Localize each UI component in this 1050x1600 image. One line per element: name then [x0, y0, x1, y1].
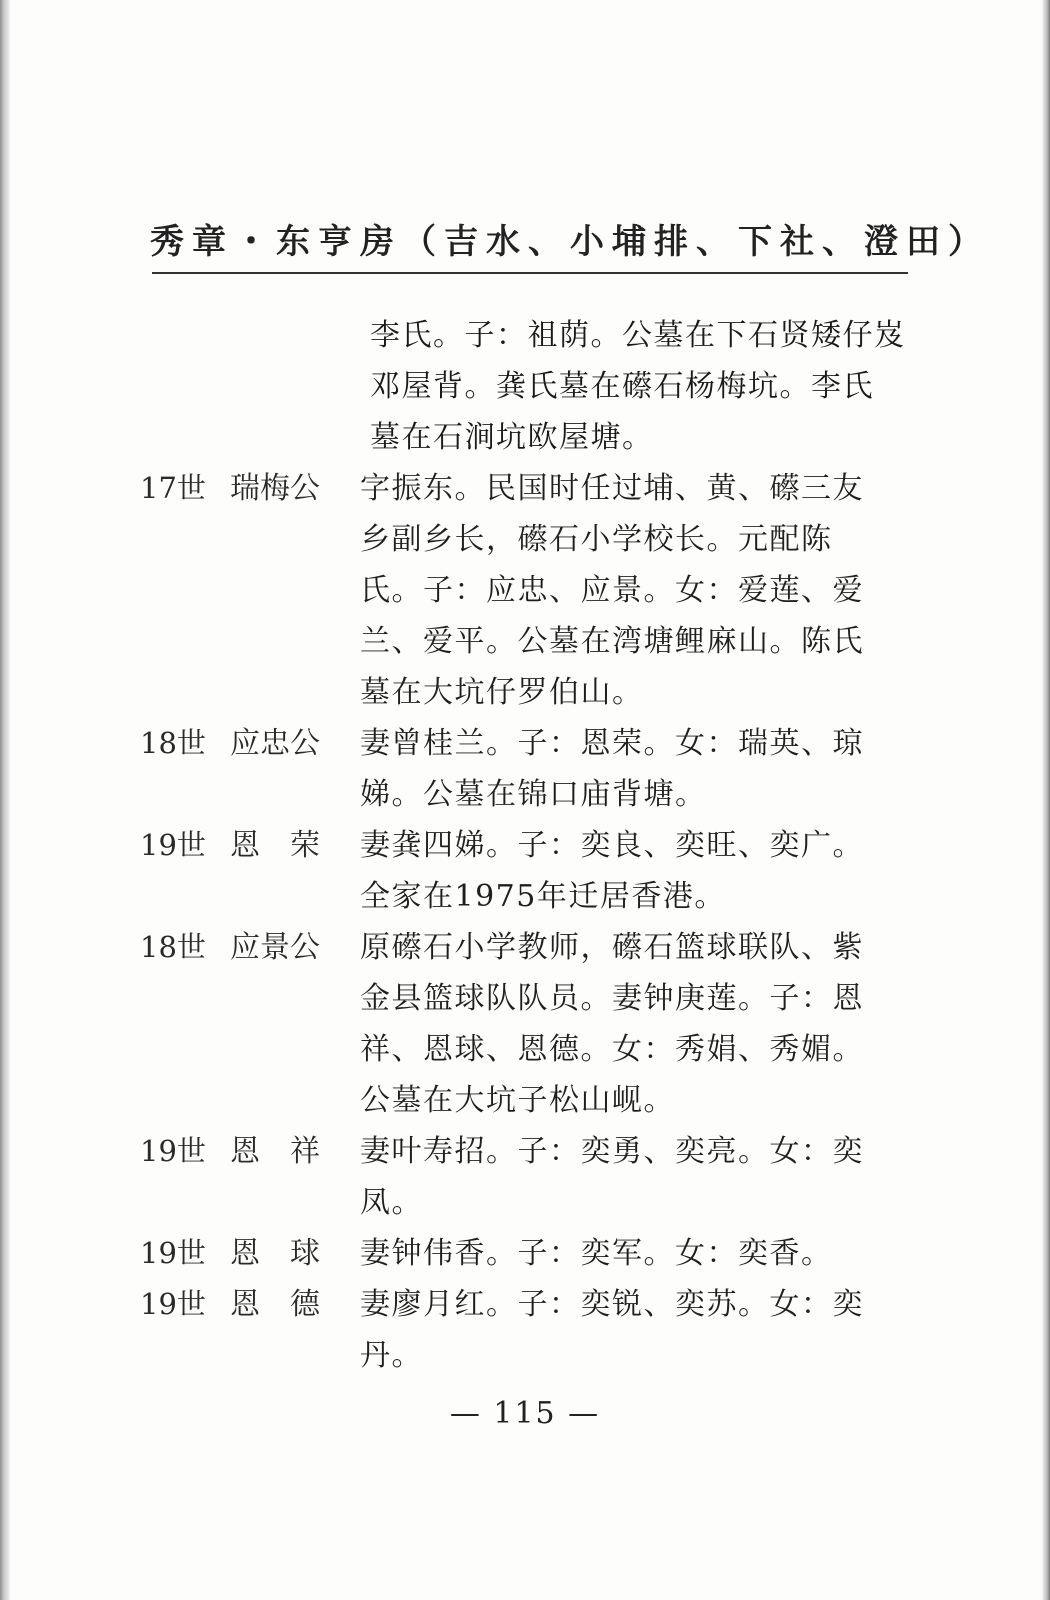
genealogy-entry	[140, 922, 910, 1126]
scan-left-edge	[0, 0, 10, 1600]
generation-label: 18世	[140, 726, 206, 760]
header-rule	[152, 272, 908, 274]
generation-label: 19世	[140, 1134, 206, 1168]
person-name: 应景公	[230, 930, 320, 965]
generation-label: 19世	[140, 828, 206, 862]
text-line: 氏。子：应忠、应景。女：爱莲、爱	[360, 573, 864, 608]
text-line: 妻钟伟香。子：奕军。女：奕香。	[360, 1236, 833, 1271]
text-line: 原礤石小学教师，礤石篮球联队、紫	[360, 930, 864, 965]
person-name: 恩 祥	[230, 1134, 320, 1169]
text-line: 金县篮球队队员。妻钟庚莲。子：恩	[360, 981, 864, 1016]
text-line: 墓在石涧坑欧屋塘。	[370, 420, 654, 455]
entry-text	[360, 1228, 910, 1279]
text-line: 邓屋背。龚氏墓在礤石杨梅坑。李氏	[370, 369, 874, 404]
entry-text	[360, 820, 910, 922]
person-name: 恩 荣	[230, 828, 320, 863]
generation-label: 19世	[140, 1287, 206, 1321]
scan-right-edge	[1042, 0, 1050, 1600]
entry-text	[360, 718, 910, 820]
text-line: 娣。公墓在锦口庙背塘。	[360, 777, 707, 812]
person-name: 瑞梅公	[230, 471, 320, 506]
text-line: 乡副乡长，礤石小学校长。元配陈	[360, 522, 833, 557]
entry-text	[360, 463, 910, 718]
text-line: 妻廖月红。子：奕锐、奕苏。女：奕	[360, 1287, 864, 1322]
generation-label: 19世	[140, 1236, 206, 1270]
person-name: 恩 球	[230, 1236, 320, 1271]
genealogy-entry	[140, 463, 910, 718]
running-header-title: 秀章・东亨房（吉水、小埔排、下社、澄田）	[150, 222, 990, 262]
text-line: 妻龚四娣。子：奕良、奕旺、奕广。	[360, 828, 864, 863]
text-line: 墓在大坑仔罗伯山。	[360, 675, 644, 710]
text-line: 妻叶寿招。子：奕勇、奕亮。女：奕	[360, 1134, 864, 1169]
continuation-text	[140, 310, 910, 463]
page-number: — 115 —	[449, 1396, 601, 1431]
text-line: 全家在1975年迁居香港。	[360, 879, 726, 914]
genealogy-entry	[140, 820, 910, 922]
text-line: 李氏。子：祖荫。公墓在下石贤矮仔岌	[370, 318, 906, 353]
entry-text	[360, 922, 910, 1126]
genealogy-entry	[140, 1126, 910, 1228]
genealogy-content	[140, 310, 910, 1381]
generation-label: 17世	[140, 471, 206, 505]
text-line: 字振东。民国时任过埔、黄、礤三友	[360, 471, 864, 506]
entry-text	[360, 1279, 910, 1381]
text-line: 祥、恩球、恩德。女：秀娟、秀媚。	[360, 1032, 864, 1067]
text-line: 公墓在大坑子松山岘。	[360, 1083, 675, 1118]
text-line: 凤。	[360, 1185, 423, 1220]
text-line: 妻曾桂兰。子：恩荣。女：瑞英、琼	[360, 726, 864, 761]
genealogy-entry	[140, 718, 910, 820]
genealogy-entry	[140, 1279, 910, 1381]
genealogy-entry	[140, 1228, 910, 1279]
text-line: 兰、爱平。公墓在湾塘鲤麻山。陈氏	[360, 624, 864, 659]
person-name: 恩 德	[230, 1287, 320, 1322]
generation-label: 18世	[140, 930, 206, 964]
person-name: 应忠公	[230, 726, 320, 761]
entry-text	[360, 1126, 910, 1228]
text-line: 丹。	[360, 1338, 423, 1373]
